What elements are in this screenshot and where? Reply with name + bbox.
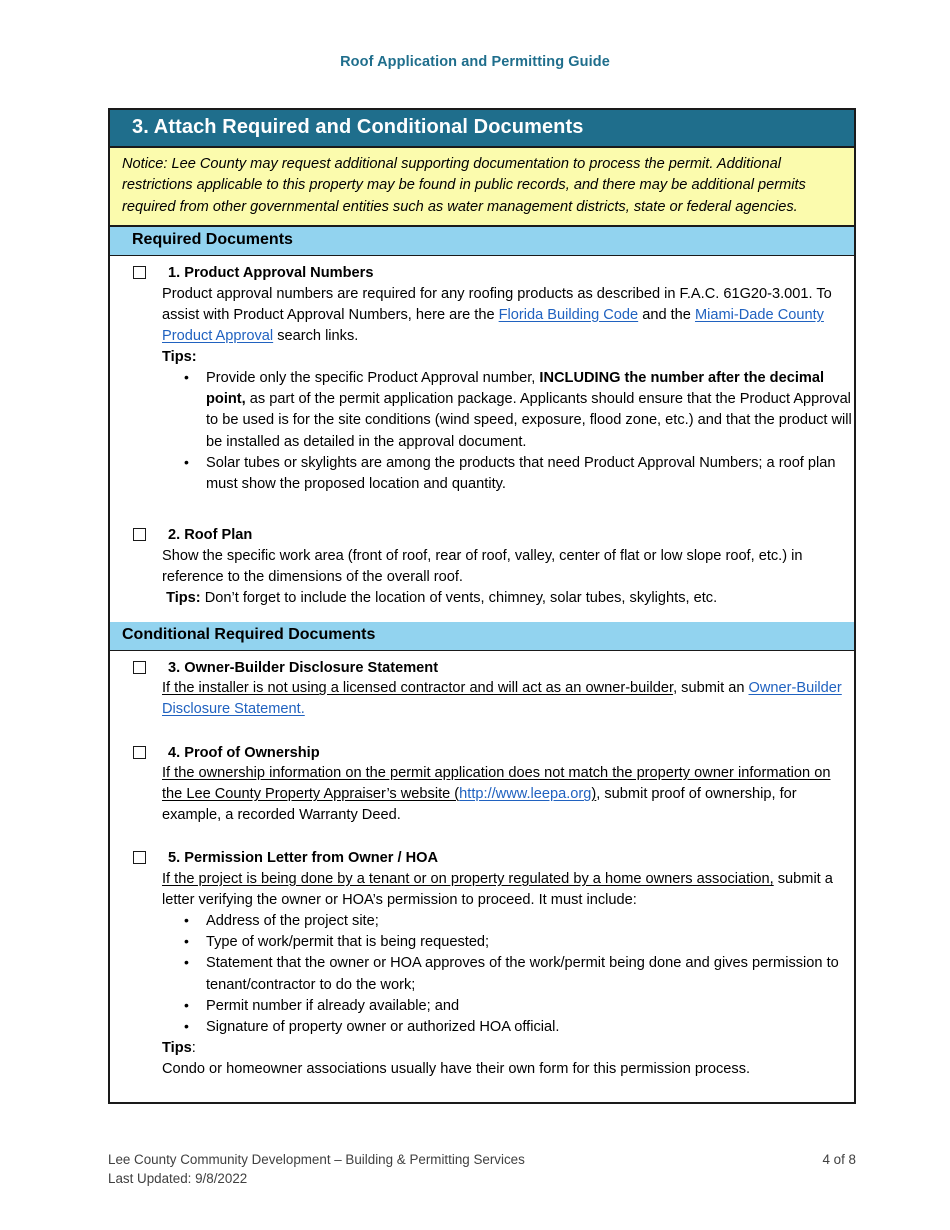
item3-description [162,678,854,720]
item5-bullet-list [162,911,854,1038]
miami-dade-product-approval-link[interactable]: Miami-Dade County Product Approval [162,306,824,344]
item5-text-after: submit a letter verifying the owner or HOA’s permission to proceed. It must include: [162,870,833,908]
item-title: 2. Roof Plan [168,527,253,544]
item5-tips-label [162,1038,854,1059]
checklist-item-proof-of-ownership[interactable] [110,743,854,763]
list-item: • Permit number if already available; and [184,996,854,1017]
notice-box: Notice: Lee County may request additional supporting documentation to process the permit. Additional restrictions applicable to this property may be found in public records, and there may be additional permits required from other governmental entities such as water management districts, state or federal agencies. [110,148,854,227]
florida-building-code-link[interactable]: Florida Building Code [498,306,639,323]
spacer [110,495,854,525]
spacer [110,1080,854,1102]
checkbox-cell[interactable] [110,848,168,864]
footer-row [108,1150,856,1188]
section-title-bar: 3. Attach Required and Conditional Documents [110,110,854,148]
item-body [168,848,844,868]
item-title: 4. Proof of Ownership [168,744,320,761]
item3-text-after: , submit an [673,680,749,697]
checkbox-icon[interactable] [133,266,146,279]
item1-text-part1: Product approval numbers are required for any roofing products as described in F.A.C. 61G20-3.001. To assist with Product Approval Numbers, here are the [162,285,832,323]
item2-tips-label: Tips: [166,589,201,606]
running-header-title: Roof Application and Permitting Guide [340,54,610,70]
list-item: • Address of the project site; [184,911,854,932]
item-body [168,263,844,283]
item-body [168,743,844,763]
item3-condition: If the installer is not using a licensed contractor and will act as an owner-builder [162,680,674,697]
item4-condition-part2: ) [591,786,597,803]
list-item: • Statement that the owner or HOA approves of the work/permit being done and gives permission to tenant/contractor to do the work; [184,953,854,995]
item5-tips-text: Condo or homeowner associations usually have their own form for this permission process. [162,1061,751,1078]
spacer [110,721,854,743]
item1-bullet-list [162,368,854,495]
item4-description [162,763,854,826]
documents-table [108,108,856,1104]
checkbox-icon[interactable] [133,661,146,674]
item5-tips-label-text: Tips [162,1040,192,1057]
checklist-item-roof-plan[interactable] [110,525,854,545]
checkbox-cell[interactable] [110,658,168,674]
item5-tips-colon: : [191,1040,196,1057]
item2-tips-text: Don’t forget to include the location of vents, chimney, solar tubes, skylights, etc. [200,589,718,606]
bullet1-text-bold: INCLUDING the number after the decimal point, [206,370,825,408]
item2-tips [162,588,854,609]
footer-last-updated: Last Updated: 9/8/2022 [108,1171,248,1187]
subsection-bar-required: Required Documents [110,227,854,256]
subsection-bar-conditional: Conditional Required Documents [110,622,854,651]
page-footer [108,1150,856,1188]
list-item: • Solar tubes or skylights are among the products that need Product Approval Numbers; a roof plan must show the proposed location and quantity. [184,453,854,495]
checkbox-icon[interactable] [133,528,146,541]
footer-page-number: 4 of 8 [822,1152,856,1167]
item-body [168,525,844,545]
footer-left [108,1150,525,1188]
footer-organization: Lee County Community Development – Building & Permitting Services [108,1152,525,1167]
checkbox-icon[interactable] [133,851,146,864]
spacer [110,826,854,848]
item1-description [162,284,854,347]
required-documents-items [110,263,854,622]
item5-description [162,869,854,911]
checklist-item-owner-builder-disclosure[interactable] [110,658,854,678]
checkbox-icon[interactable] [133,746,146,759]
item1-tips-label: Tips: [162,349,197,365]
owner-builder-disclosure-statement-link[interactable]: Owner-Builder Disclosure Statement. [162,680,842,718]
spacer [110,609,854,622]
bullet1-text-a: Provide only the specific Product Approval number, [206,370,540,387]
item1-text-part2: and the [638,306,695,323]
bullet1-text-c: as part of the permit application package. Applicants should ensure that the Product Approval to be used is for the site conditions (wind speed, exposure, flood zone, etc.) and that the product will be installed as detailed in the approval document. [206,391,852,450]
item2-description: Show the specific work area (front of roof, rear of roof, valley, center of flat or low slope roof, etc.) in reference to the dimensions of the overall roof. [162,547,803,585]
leepa-website-link[interactable]: http://www.leepa.org [459,786,592,803]
item4-condition-part1: If the ownership information on the permit application does not match the property owner information on the Lee County Property Appraiser’s website ( [162,764,831,803]
list-item: • Signature of property owner or authorized HOA official. [184,1017,854,1038]
list-item [184,368,854,453]
checklist-item-product-approval-numbers[interactable] [110,263,854,283]
checkbox-cell[interactable] [110,263,168,279]
item-title: 3. Owner-Builder Disclosure Statement [168,659,439,676]
list-item: • Type of work/permit that is being requested; [184,932,854,953]
item4-text-after: , submit proof of ownership, for example, a recorded Warranty Deed. [162,786,797,824]
item-title: 1. Product Approval Numbers [168,265,374,282]
conditional-documents-items [110,658,854,1103]
item-body [168,658,844,678]
item1-text-part3: search links. [273,327,359,344]
checkbox-cell[interactable] [110,743,168,759]
checkbox-cell[interactable] [110,525,168,541]
checklist-item-permission-letter[interactable] [110,848,854,868]
item5-condition: If the project is being done by a tenant or on property regulated by a home owners association, [162,870,774,887]
item-title: 5. Permission Letter from Owner / HOA [168,850,439,867]
